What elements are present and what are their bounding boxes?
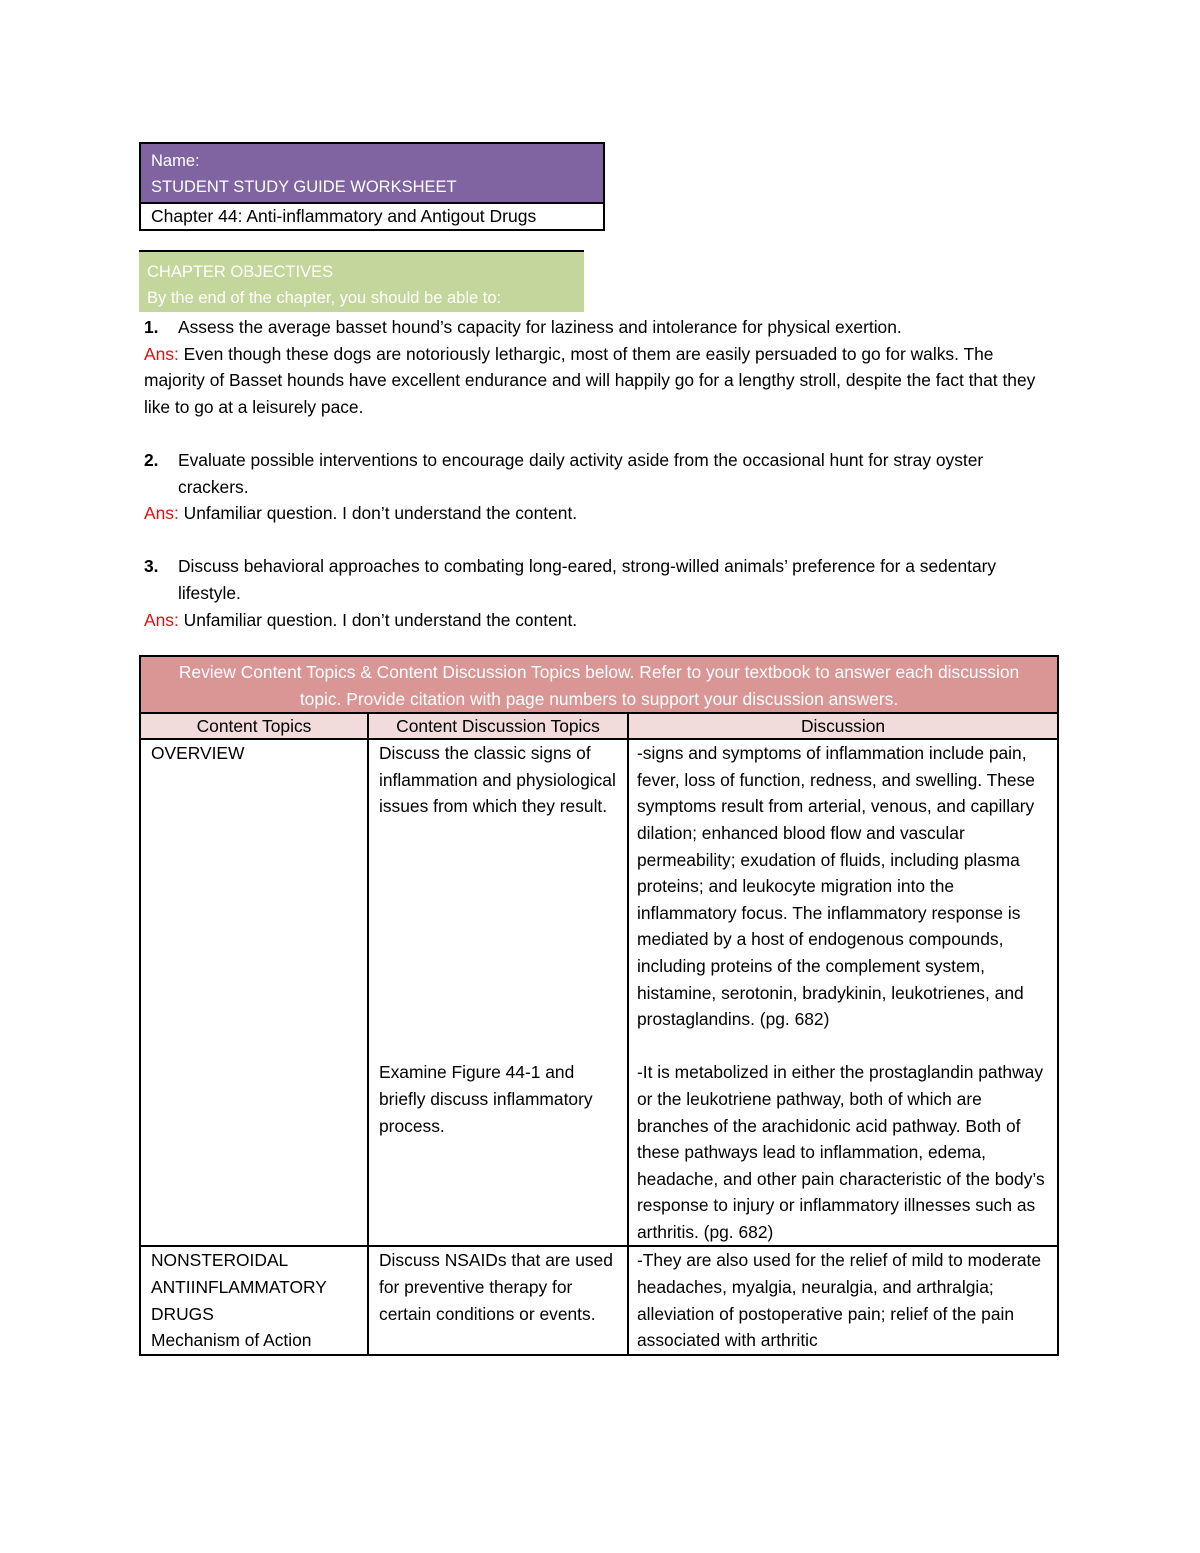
content-topic: OVERVIEW [151, 743, 245, 764]
question-text: Discuss behavioral approaches to combating long-eared, strong-willed animals’ preference for a sedentary lifestyle. [178, 556, 997, 603]
table-banner: Review Content Topics & Content Discussion Topics below. Refer to your textbook to answer each discussion topic. Provide citation with page numbers to support your discussion answers. [140, 656, 1058, 713]
column-header-discussion: Discussion [628, 713, 1058, 739]
chapter-objectives-box [139, 250, 584, 312]
question-number: 1. [144, 317, 159, 337]
question-text: Assess the average basset hound’s capacity for laziness and intolerance for physical exertion. [178, 317, 902, 337]
content-topic: NONSTEROIDAL ANTIINFLAMMATORY DRUGS [151, 1250, 327, 1324]
answer-label: Ans: [144, 343, 179, 364]
question-number: 2. [144, 449, 159, 470]
worksheet-header [139, 142, 605, 231]
content-topic-cell [140, 1246, 368, 1354]
answer-text: Unfamiliar question. I don’t understand the content. [183, 609, 578, 630]
table-row [140, 739, 1058, 1246]
table-row [140, 1246, 1058, 1354]
discussion-text: -signs and symptoms of inflammation include pain, fever, loss of function, redness, and swelling. These symptoms result from arterial, venous, and capillary dilation; enhanced blood flow and vascular permeability; exudation of fluids, including plasma proteins; and leukocyte migration into the inflammatory focus. The inflammatory response is mediated by a host of endogenous compounds, including proteins of the complement system, histamine, serotonin, bradykinin, leukotrienes, and prostaglandins. (pg. 682) [637, 743, 1035, 1030]
answer [144, 500, 1044, 527]
discussion-cell [628, 739, 1058, 1246]
objectives-subheading: By the end of the chapter, you should be able to: [147, 289, 502, 307]
content-subtopic: Mechanism of Action [151, 1330, 312, 1351]
worksheet-title: STUDENT STUDY GUIDE WORKSHEET [151, 178, 457, 196]
content-topics-table [139, 655, 1059, 1356]
discussion-prompt: Discuss NSAIDs that are used for preventive therapy for certain conditions or events. [379, 1250, 613, 1324]
answer-label: Ans: [144, 503, 179, 524]
discussion-prompt: Discuss the classic signs of inflammation and physiological issues from which they result. [379, 743, 616, 817]
chapter-title: Chapter 44: Anti-inflammatory and Antigout Drugs [151, 206, 537, 226]
question-item [144, 447, 1044, 500]
question-text: Evaluate possible interventions to encourage daily activity aside from the occasional hunt for stray oyster crackers. [178, 449, 984, 497]
discussion-cell [628, 1246, 1058, 1354]
discussion-text: -It is metabolized in either the prostaglandin pathway or the leukotriene pathway, both of which are branches of the arachidonic acid pathway. Both of these pathways lead to inflammation, edema, headache, and other pain characteristic of the body’s response to injury or inflammatory illnesses such as arthritis. (pg. 682) [637, 1062, 1045, 1242]
table-banner-row [140, 656, 1058, 713]
header-title-block [141, 144, 603, 204]
answer [144, 341, 1044, 421]
question-number: 3. [144, 556, 159, 577]
discussion-prompt: Examine Figure 44-1 and briefly discuss inflammatory process. [379, 1062, 593, 1136]
question-item [144, 553, 1044, 606]
column-header-discussion-topics: Content Discussion Topics [368, 713, 628, 739]
answer [144, 607, 1044, 634]
discussion-topic-cell [368, 739, 628, 1246]
objectives-heading: CHAPTER OBJECTIVES [147, 263, 334, 281]
content-topic-cell [140, 739, 368, 1246]
discussion-text: -They are also used for the relief of mild to moderate headaches, myalgia, neuralgia, and arthralgia; alleviation of postoperative pain; relief of the pain associated with arthritic [637, 1250, 1042, 1351]
answer-text: Even though these dogs are notoriously lethargic, most of them are easily persuaded to go for walks. The majority of Basset hounds have excellent endurance and will happily go for a lengthy stroll, despite the fact that they like to go at a leisurely pace. [144, 343, 1036, 417]
question-item [144, 314, 1044, 341]
answer-text: Unfamiliar question. I don’t understand the content. [183, 503, 578, 524]
discussion-topic-cell [368, 1246, 628, 1354]
answer-label: Ans: [144, 609, 179, 630]
name-label: Name: [151, 152, 200, 170]
column-header-content-topics: Content Topics [140, 713, 368, 739]
table-header-row [140, 713, 1058, 739]
objective-questions [144, 314, 1044, 633]
